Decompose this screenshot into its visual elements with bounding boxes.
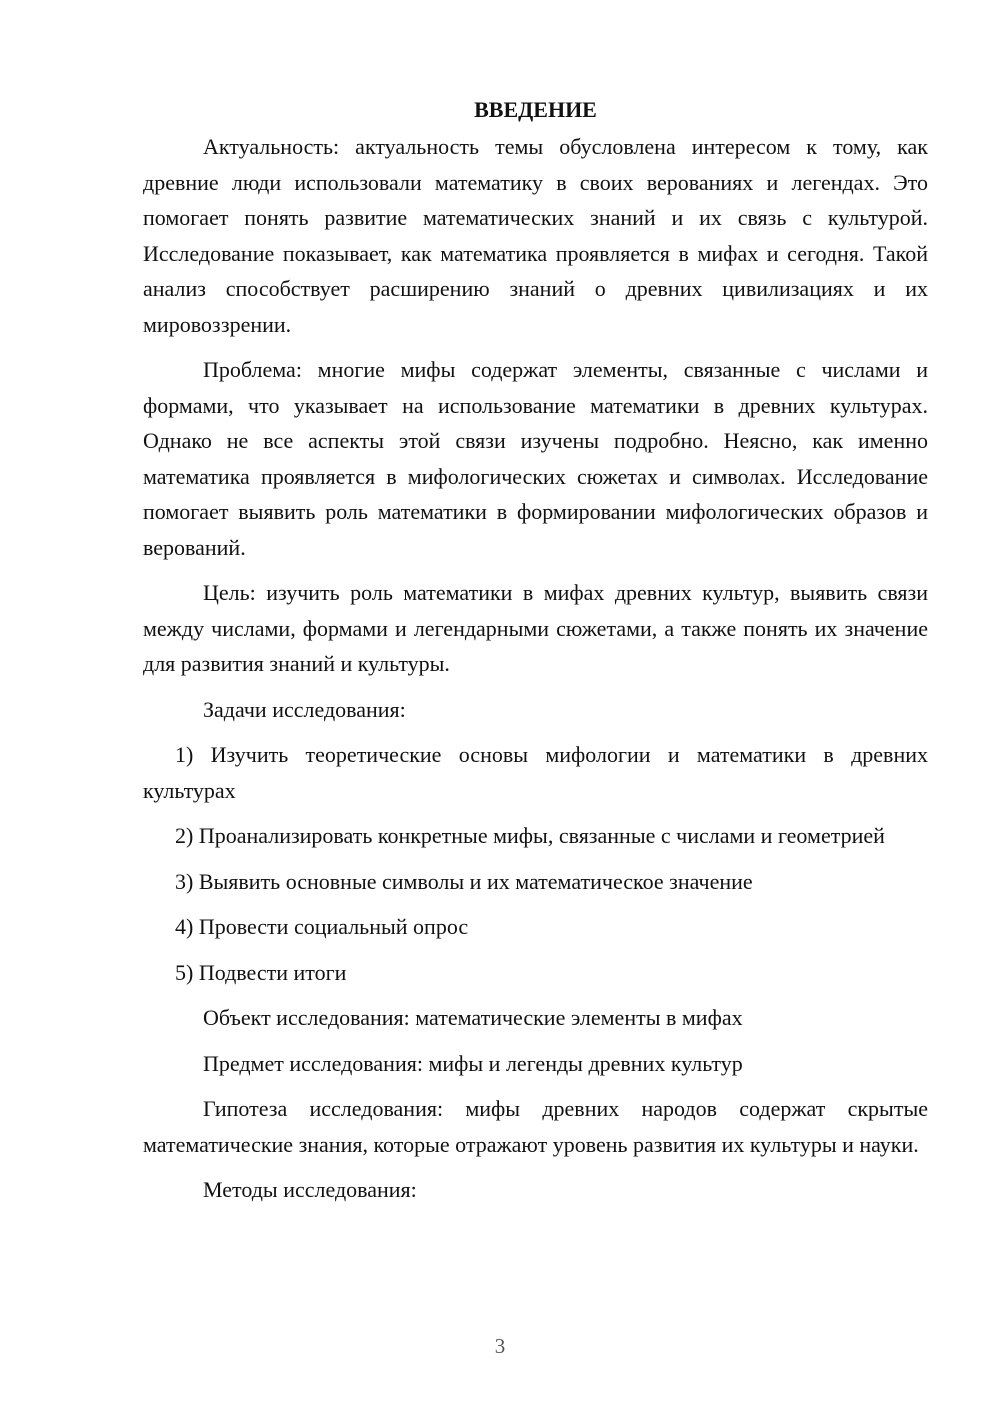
hypothesis-paragraph: Гипотеза исследования: мифы древних народов содержат скрытые математические знания, которые отражают уровень развития их культуры и науки. <box>143 1096 928 1157</box>
task-item-2: 2) Проанализировать конкретные мифы, связанные с числами и геометрией <box>175 823 885 848</box>
tasks-heading: Задачи исследования: <box>203 696 406 722</box>
relevance-paragraph: Актуальность: актуальность темы обусловлена интересом к тому, как древние люди использовали математику в своих верованиях и легендах. Это помогает понять развитие математических знаний и их связь с культурой. Исследование показывает, как математика проявляется в мифах и сегодня. Такой анализ способствует расширению знаний о древних цивилизациях и их мировоззрении. <box>143 134 928 337</box>
task-item-4: 4) Провести социальный опрос <box>175 914 469 939</box>
goal-paragraph: Цель: изучить роль математики в мифах древних культур, выявить связи между числами, формами и легендарными сюжетами, а также понять их значение для развития знаний и культуры. <box>143 580 928 676</box>
research-object: Объект исследования: математические элементы в мифах <box>203 1005 743 1030</box>
problem-paragraph: Проблема: многие мифы содержат элементы, связанные с числами и формами, что указывает на использование математики в древних культурах. Однако не все аспекты этой связи изучены подробно. Неясно, как именно математика проявляется в мифологических сюжетах и символах. Исследование помогает выявить роль математики в формировании мифологических образов и верований. <box>143 357 928 560</box>
methods-heading: Методы исследования: <box>203 1177 417 1202</box>
page-content <box>143 92 928 1218</box>
section-title: ВВЕДЕНИЕ <box>474 97 597 122</box>
task-item-1: 1) Изучить теоретические основы мифологии и математики в древних культурах <box>143 742 928 803</box>
task-item-3: 3) Выявить основные символы и их математическое значение <box>175 868 753 894</box>
task-item-5: 5) Подвести итоги <box>175 959 347 985</box>
research-subject: Предмет исследования: мифы и легенды древних культур <box>203 1050 743 1076</box>
page-number: 3 <box>494 1334 506 1358</box>
